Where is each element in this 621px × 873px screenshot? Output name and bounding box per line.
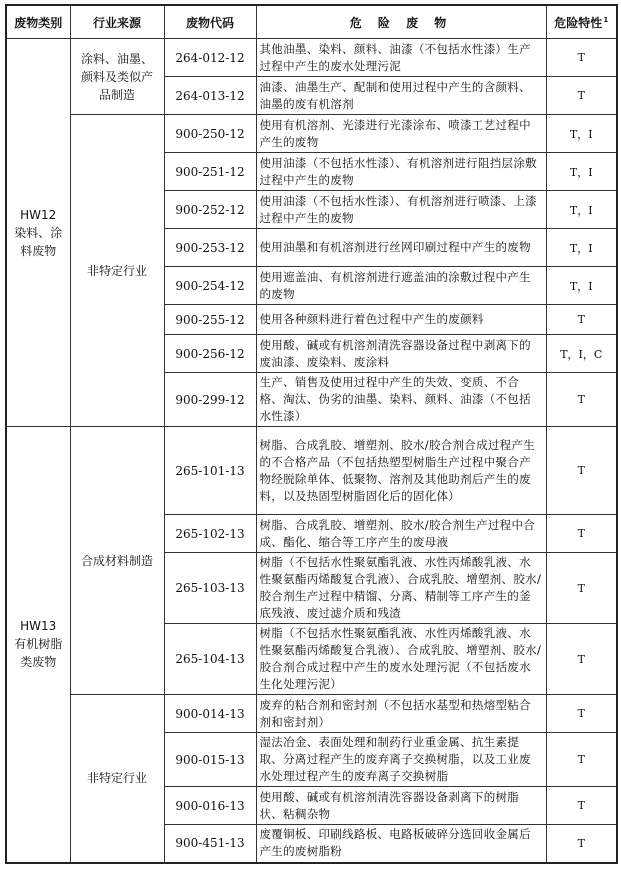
waste-code-cell: 900-250-12 xyxy=(164,115,256,153)
hazard-property-cell: T，I xyxy=(546,267,617,305)
hazard-property-cell: T，I xyxy=(546,153,617,191)
waste-description-cell: 树脂（不包括水性聚氨酯乳液、水性丙烯酸乳液、水性聚氨酯丙烯酸复合乳液）、合成乳胶、增塑剂、胶水/胶合剂合成过程中产生的废水处理污泥（不包括废水生化处理污泥） xyxy=(256,624,546,695)
hazard-property-cell: T，I xyxy=(546,229,617,267)
waste-description-cell: 废覆铜板、印刷线路板、电路板破碎分选回收金属后产生的废树脂粉 xyxy=(256,825,546,863)
waste-description-cell: 湿法冶金、表面处理和制药行业重金属、抗生素提取、分离过程产生的废弃离子交换树脂，以及工业废水处理过程产生的废弃离子交换树脂 xyxy=(256,733,546,787)
header-category: 废物类别 xyxy=(6,5,70,39)
waste-code-cell: 264-012-12 xyxy=(164,39,256,77)
hazard-property-cell: T xyxy=(546,733,617,787)
waste-description-cell: 其他油墨、染料、颜料、油漆（不包括水性漆）生产过程中产生的废水处理污泥 xyxy=(256,39,546,77)
waste-code-cell: 900-015-13 xyxy=(164,733,256,787)
table-row xyxy=(6,115,617,153)
waste-category-cell: HW12 染料、涂 料废物 xyxy=(6,39,70,427)
hazard-property-cell: T xyxy=(546,515,617,553)
header-waste xyxy=(256,5,546,39)
waste-code-cell: 900-299-12 xyxy=(164,373,256,427)
waste-description-cell: 使用油漆（不包括水性漆）、有机溶剂进行阻挡层涂敷过程中产生的废物 xyxy=(256,153,546,191)
waste-description-cell: 使用有机溶剂、光漆进行光漆涂布、喷漆工艺过程中产生的废物 xyxy=(256,115,546,153)
waste-code-cell: 900-251-12 xyxy=(164,153,256,191)
industry-source-cell: 非特定行业 xyxy=(70,115,164,427)
waste-code-cell: 265-103-13 xyxy=(164,553,256,624)
waste-description-cell: 使用遮盖油、有机溶剂进行遮盖油的涂敷过程中产生的废物 xyxy=(256,267,546,305)
hazard-property-cell: T xyxy=(546,373,617,427)
header-row xyxy=(6,5,617,39)
table-row xyxy=(6,39,617,77)
hazard-property-cell: T xyxy=(546,77,617,115)
waste-description-cell: 废弃的粘合剂和密封剂（不包括水基型和热熔型粘合剂和密封剂） xyxy=(256,695,546,733)
waste-code-cell: 900-252-12 xyxy=(164,191,256,229)
waste-description-cell: 使用各种颜料进行着色过程中产生的废颜料 xyxy=(256,305,546,335)
waste-description-cell: 树脂、合成乳胶、增塑剂、胶水/胶合剂合成过程产生的不合格产品（不包括热塑型树脂生产过程中聚合产物经脱除单体、低聚物、溶剂及其他助剂后产生的废料，以及热固型树脂固化后的固化体） xyxy=(256,427,546,515)
table-body xyxy=(6,39,617,863)
header-code: 废物代码 xyxy=(164,5,256,39)
waste-code-cell: 265-104-13 xyxy=(164,624,256,695)
waste-code-cell: 900-256-12 xyxy=(164,335,256,373)
industry-source-cell: 非特定行业 xyxy=(70,695,164,863)
hazard-property-cell: T，I，C xyxy=(546,335,617,373)
hazard-property-cell: T xyxy=(546,825,617,863)
industry-source-cell: 涂料、油墨、 颜料及类似产 品制造 xyxy=(70,39,164,115)
waste-description-cell: 使用油漆（不包括水性漆）、有机溶剂进行喷漆、上漆过程中产生的废物 xyxy=(256,191,546,229)
header-industry: 行业来源 xyxy=(70,5,164,39)
waste-code-cell: 900-451-13 xyxy=(164,825,256,863)
header-hazard-note: 1 xyxy=(603,15,609,24)
waste-description-cell: 树脂（不包括水性聚氨酯乳液、水性丙烯酸乳液、水性聚氨酯丙烯酸复合乳液）、合成乳胶、增塑剂、胶水/胶合剂生产过程中精馏、分离、精制等工序产生的釜底残液、废过滤介质和残渣 xyxy=(256,553,546,624)
waste-code-cell: 265-101-13 xyxy=(164,427,256,515)
waste-description-cell: 使用酸、碱或有机溶剂清洗容器设备过程中剥离下的废油漆、废染料、废涂料 xyxy=(256,335,546,373)
waste-code-cell: 900-254-12 xyxy=(164,267,256,305)
hazard-property-cell: T xyxy=(546,695,617,733)
hazard-property-cell: T xyxy=(546,427,617,515)
hazardous-waste-table xyxy=(5,4,618,864)
hazard-property-cell: T，I xyxy=(546,115,617,153)
industry-source-cell: 合成材料制造 xyxy=(70,427,164,695)
waste-category-cell: HW13 有机树脂 类废物 xyxy=(6,427,70,863)
header-hazard xyxy=(546,5,617,39)
waste-description-cell: 使用油墨和有机溶剂进行丝网印刷过程中产生的废物 xyxy=(256,229,546,267)
hazard-property-cell: T xyxy=(546,39,617,77)
waste-description-cell: 生产、销售及使用过程中产生的失效、变质、不合格、淘汰、伪劣的油墨、染料、颜料、油漆（不包括水性漆） xyxy=(256,373,546,427)
hazard-property-cell: T xyxy=(546,553,617,624)
waste-code-cell: 264-013-12 xyxy=(164,77,256,115)
table-row xyxy=(6,695,617,733)
waste-code-cell: 265-102-13 xyxy=(164,515,256,553)
table-row xyxy=(6,427,617,515)
header-waste-label: 危 险 废 物 xyxy=(349,15,453,30)
waste-code-cell: 900-255-12 xyxy=(164,305,256,335)
waste-code-cell: 900-014-13 xyxy=(164,695,256,733)
hazard-property-cell: T xyxy=(546,787,617,825)
hazard-property-cell: T xyxy=(546,305,617,335)
hazard-property-cell: T xyxy=(546,624,617,695)
waste-code-cell: 900-253-12 xyxy=(164,229,256,267)
waste-description-cell: 油漆、油墨生产、配制和使用过程中产生的含颜料、油墨的废有机溶剂 xyxy=(256,77,546,115)
waste-description-cell: 树脂、合成乳胶、增塑剂、胶水/胶合剂生产过程中合成、酯化、缩合等工序产生的废母液 xyxy=(256,515,546,553)
waste-code-cell: 900-016-13 xyxy=(164,787,256,825)
header-hazard-label: 危险特性 xyxy=(554,15,603,30)
waste-description-cell: 使用酸、碱或有机溶剂清洗容器设备剥离下的树脂状、粘稠杂物 xyxy=(256,787,546,825)
hazard-property-cell: T，I xyxy=(546,191,617,229)
